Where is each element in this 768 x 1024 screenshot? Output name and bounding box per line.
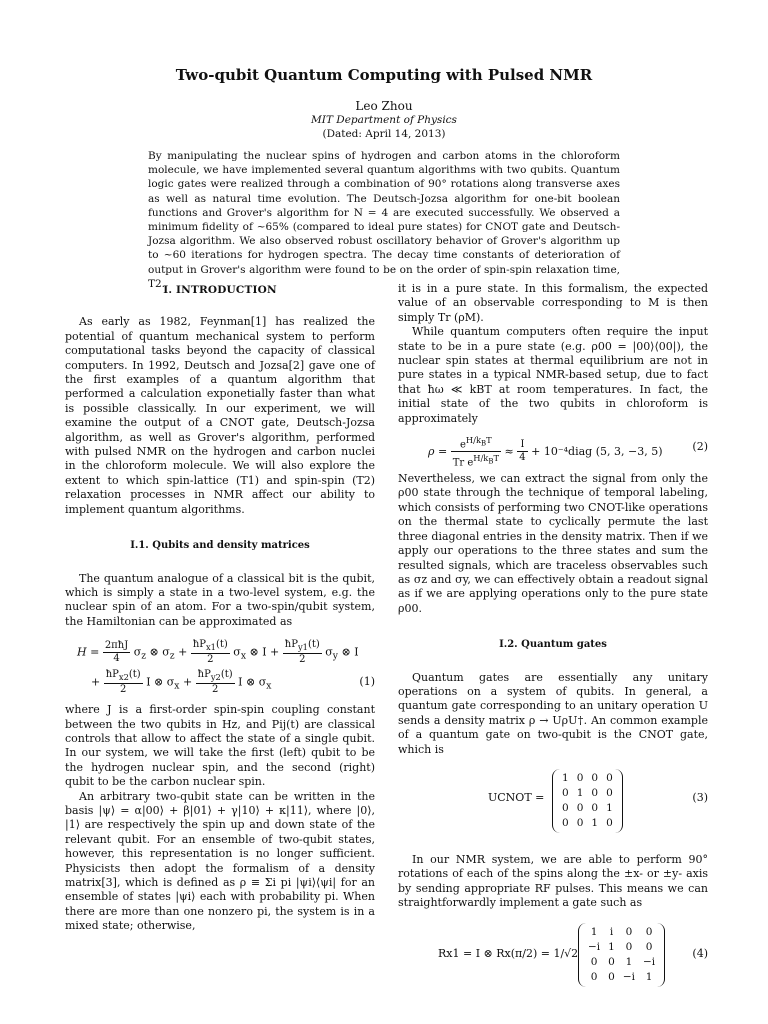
abstract: By manipulating the nuclear spins of hydrogen and carbon atoms in the chloroform molecule, we have implemented several quantum algorithms with two qubits. Quantum logic gates were realized through a combination of 90° rotations along transverse axes as well as natural time evolution. The Deutsch-Jozsa algorithm for one-bit boolean functions and Grover's algorithm for N = 4 are executed successfully. We observed a minimum fidelity of ~65% (compared to ideal pure states) for CNOT gate and Deutsch-Jozsa algorithm. We also observed robust oscillatory behavior of Grover's algorithm up to ~60 iterations for hydrogen spectra. The decay time constants of deterioration of output in Grover's algorithm were found to be on the order of spin-spin relaxation time, T2. [148, 150, 620, 290]
author-name: Leo Zhou [355, 99, 413, 113]
cnot-matrix-cell: 0 [576, 801, 584, 814]
gates-paragraph: Quantum gates are essentially any unitary operations on a system of qubits. In general, a quantum gate corresponding to an unitary operation U sends a density matrix ρ → UρU†. An common example of a quantum gate on two-qubit is the CNOT gate, which is [398, 670, 708, 756]
rx-matrix-cell: 0 [590, 955, 598, 968]
rx-matrix-cell: 0 [645, 925, 653, 938]
intro-paragraph: As early as 1982, Feynman[1] has realized the potential of quantum mechanical system to perform computational tasks beyond the capacity of classical computers. In 1992, Deutsch and Jozsa[2] gave one of the first examples of a quantum algorithm that performed a calculation exponetially faster than what is possible classically. In our experiment, we will examine the output of a CNOT gate, Deutsch-Jozsa algorithm, as well as Grover's algorithm, performed with pulsed NMR on the hydrogen and carbon nuclei in the chloroform molecule. We will also explore the extent to which spin-lattice (T1) and spin-spin (T2) relaxation processes in NMR affect our ability to implement quantum algorithms. [65, 315, 375, 516]
after-eq1-paragraph: where J is a first-order spin-spin coupling constant between the two qubits in Hz, and Pij(t) are classical controls that allow to affect the state of a single qubit. In our system, we will take the first (left) qubit to be the hydrogen nuclear spin, and the second (right) qubit to be the carbon nuclear spin. [65, 703, 375, 789]
date-line: (Dated: April 14, 2013) [322, 128, 446, 140]
equation-1-number: (1) [359, 675, 375, 689]
cnot-label: UCNOT = [488, 790, 545, 804]
cnot-matrix-cell: 0 [576, 816, 584, 829]
rx-matrix-cell: 0 [625, 940, 633, 953]
cnot-matrix [552, 769, 623, 833]
rx-matrix-cell: 0 [645, 940, 653, 953]
rx-matrix-cell: 1 [590, 925, 598, 938]
cnot-matrix-row [558, 816, 617, 831]
cnot-matrix-cell: 0 [591, 801, 599, 814]
qubit-paragraph: The quantum analogue of a classical bit is the qubit, which is simply a state in a two-level system, e.g. the nuclear spin of an atom. For a two-spin/qubit system, the Hamiltonian can be approximated as [65, 571, 375, 628]
equation-4-number: (4) [692, 946, 708, 960]
rx-matrix-row [584, 955, 659, 970]
rx-matrix-row [584, 940, 659, 955]
equation-2-number: (2) [692, 440, 708, 454]
equation-1: H = $\frac{\text{2πħJ}}{4}$ $\sigma_z$ ⊗ $\sigma_z$ + $\frac{ħP_{x1}(t)}{2}$ $\sigma_x$ ⊗ I + $\frac{ħP_{y1}(t)}{2}$ $\sigma_y$ ⊗ I + $\frac{ħP_{x2}(t)}{2}$ I ⊗ $\sigma_x$ + $\frac{ħP_{y2}(t)}{2}$ I ⊗ $\sigma_x$ (1) [77, 639, 375, 696]
section-heading-introduction: I. INTRODUCTION [163, 284, 277, 296]
cnot-matrix-row [558, 801, 617, 816]
rx-label: Rx1 = I ⊗ Rx(π/2) = 1/√2 [438, 946, 579, 960]
cnot-matrix-cell: 1 [576, 786, 584, 799]
pure-state-paragraph: it is in a pure state. In this formalism, the expected value of an observable corresponding to M is then simply Tr (ρM). [398, 282, 708, 324]
cnot-matrix-cell: 0 [576, 771, 584, 784]
rx-matrix-row [584, 925, 659, 940]
rx-matrix-cell: 0 [608, 955, 615, 968]
subsection-heading-gates: I.2. Quantum gates [499, 639, 607, 651]
left-column [65, 282, 375, 934]
cnot-matrix-cell: 1 [606, 801, 613, 814]
rx-matrix-cell: 1 [625, 955, 633, 968]
rx-matrix-cell: 0 [590, 970, 598, 983]
cnot-matrix-cell: 1 [591, 816, 599, 829]
thermal-state-paragraph: While quantum computers often require the input state to be in a pure state (e.g. ρ00 = |00⟩⟨00|), the nuclear spin states at thermal equilibrium are not in pure states in a typical NMR-based setup, due to fact that ħω ≪ kBT at room temperatures. In fact, the initial state of the two qubits in chloroform is approximately [398, 325, 708, 425]
cnot-matrix-cell: 1 [562, 771, 569, 784]
rx-matrix-cell: i [609, 925, 614, 938]
equation-4 [398, 921, 708, 1001]
rx-matrix [578, 923, 665, 987]
cnot-matrix-cell: 0 [591, 771, 599, 784]
rx-matrix-cell: 0 [608, 970, 615, 983]
affiliation: MIT Department of Physics [311, 114, 457, 126]
cnot-matrix-cell: 0 [562, 801, 569, 814]
rx-matrix-cell: 1 [645, 970, 653, 983]
rx-matrix-cell: −i [622, 970, 635, 983]
rotation-paragraph: In our NMR system, we are able to perform 90° rotations of each of the spins along the ±x- or ±y- axis by sending appropriate RF pulses. This means we can straightforwardly implement a gate such as [398, 852, 708, 910]
cnot-matrix-cell: 0 [606, 816, 613, 829]
cnot-matrix-cell: 0 [606, 771, 613, 784]
paper-title: Two-qubit Quantum Computing with Pulsed NMR [175, 66, 593, 84]
rx-matrix-row [584, 970, 659, 985]
cnot-matrix-row [558, 771, 617, 786]
cnot-matrix-row [558, 786, 617, 801]
equation-3 [398, 767, 708, 847]
cnot-matrix-cell: 0 [591, 786, 599, 799]
cnot-matrix-cell: 0 [606, 786, 613, 799]
cnot-matrix-cell: 0 [562, 816, 569, 829]
equation-2-diag: + 10⁻⁴diag (5, 3, −3, 5) [531, 444, 663, 458]
equation-2: ρ = $\frac{e^{H/k_BT}}{Tr e^{H/k_BT}}$ ≈ $\frac{I}{4}$ + 10⁻⁴diag (5, 3, −3, 5) (2) [428, 435, 708, 469]
equation-3-number: (3) [692, 790, 708, 804]
rx-matrix-cell: −i [643, 955, 656, 968]
cnot-matrix-cell: 0 [562, 786, 569, 799]
rx-matrix-cell: 1 [608, 940, 615, 953]
arbitrary-state-paragraph: An arbitrary two-qubit state can be written in the basis |ψ⟩ = α|00⟩ + β|01⟩ + γ|10⟩ + κ|11⟩, where |0⟩, |1⟩ are respectively the spin up and down state of the relevant qubit. For an ensemble of two-qubit states, however, this representation is no longer sufficient. Physicists then adopt the formalism of a density matrix[3], which is defined as ρ ≡ Σi pi |ψi⟩⟨ψi| for an ensemble of states |ψi⟩ each with probability pi. When there are more than one nonzero pi, the system is in a mixed state; otherwise, [65, 789, 375, 933]
subsection-heading-qubits: I.1. Qubits and density matrices [130, 540, 310, 552]
rx-matrix-cell: 0 [625, 925, 633, 938]
rx-matrix-cell: −i [588, 940, 601, 953]
right-column [398, 282, 708, 1007]
temporal-labeling-paragraph: Nevertheless, we can extract the signal from only the ρ00 state through the technique of temporal labeling, which consists of performing two CNOT-like operations on the thermal state to cyclically permute the last three diagonal entries in the density matrix. Then if we apply our operations to the three states and sum the resulted signals, which are traceless observables such as σz and σy, we can effectively obtain a readout signal as if we are applying operations only to the pure state ρ00. [398, 472, 708, 615]
